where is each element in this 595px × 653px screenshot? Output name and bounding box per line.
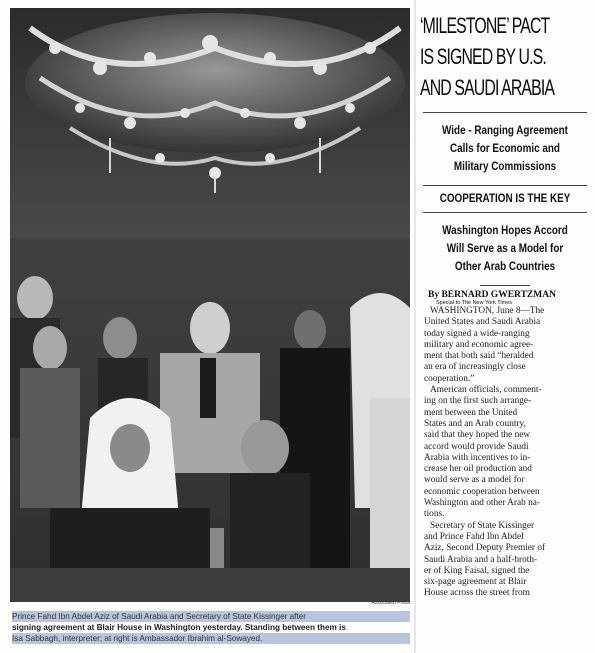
deck-line: Other Arab Countries xyxy=(454,261,556,273)
byline: By BERNARD GWERTZMAN xyxy=(428,290,556,300)
body-line: military and economic agree- xyxy=(424,339,534,350)
body-line: accord would provide Saudi xyxy=(424,441,529,452)
column-divider xyxy=(414,0,416,653)
body-line: States and an Arab country, xyxy=(424,418,526,429)
body-line: House across the street from xyxy=(424,588,530,599)
body-line: Arabia with incentives to in- xyxy=(424,452,531,463)
photo-credit: Associated Press xyxy=(371,600,410,606)
body-line: cooperation.” xyxy=(424,373,475,384)
deck-line: Military Commissions xyxy=(453,161,557,173)
caption-line: Prince Fahd Ibn Abdel Aziz of Saudi Arabia and Secretary of State Kissinger after xyxy=(12,611,410,622)
caption-line: Isa Sabbagh, interpreter; at right is Ambassador Ibrahim al-Sowayed. xyxy=(12,633,410,644)
body-line: Washington and other Arab na- xyxy=(424,498,540,509)
body-line: ment between the United xyxy=(424,407,518,418)
headline-line: IS SIGNED BY U.S. xyxy=(420,44,546,69)
body-line: Aziz, Second Deputy Premier of xyxy=(424,543,546,554)
photo-caption xyxy=(12,611,410,644)
article-column xyxy=(420,0,590,600)
body-line: American officials, comment- xyxy=(430,385,542,396)
body-line: ing on the first such arrange- xyxy=(424,396,532,407)
body-line: today signed a wide-ranging xyxy=(424,328,530,339)
body-line: Secretary of State Kissinger xyxy=(430,520,535,531)
deck-line: Will Serve as a Model for xyxy=(446,243,564,255)
deck-line: Washington Hopes Accord xyxy=(442,225,568,237)
body-line: Saudi Arabia and a half-broth- xyxy=(424,554,538,565)
body-line: er of King Faisal, signed the xyxy=(424,565,530,576)
news-photo xyxy=(10,8,410,602)
deck-line: Wide - Ranging Agreement xyxy=(442,125,568,137)
body-line: an era of increasingly close xyxy=(424,362,526,373)
caption-line: signing agreement at Blair House in Washington yesterday. Standing between them is xyxy=(12,623,346,632)
headline-line: ‘MILESTONE’ PACT xyxy=(420,13,550,38)
subhead: COOPERATION IS THE KEY xyxy=(439,193,571,205)
main-headline xyxy=(420,10,590,103)
body-line: United States and Saudi Arabia xyxy=(424,317,541,328)
body-line: said that they hoped the new xyxy=(424,430,531,441)
body-line: would serve as a model for xyxy=(424,475,525,486)
dateline-credit: Special to The New York Times xyxy=(436,300,513,306)
article-body xyxy=(420,306,590,600)
body-line: crease her oil production and xyxy=(424,464,532,475)
headline-line: AND SAUDI ARABIA xyxy=(420,75,555,100)
body-line: six-page agreement at Blair xyxy=(424,577,527,588)
body-line: ment that both said “heralded xyxy=(424,351,534,362)
deck-secondary xyxy=(420,222,590,276)
body-line: and Prince Fahd Ibn Abdel xyxy=(424,531,524,542)
body-line: economic cooperation between xyxy=(424,486,540,497)
deck-line: Calls for Economic and xyxy=(450,143,560,155)
deck-primary xyxy=(420,122,590,176)
body-line: tions. xyxy=(424,509,445,520)
body-line: WASHINGTON, June 8—The xyxy=(430,306,545,316)
